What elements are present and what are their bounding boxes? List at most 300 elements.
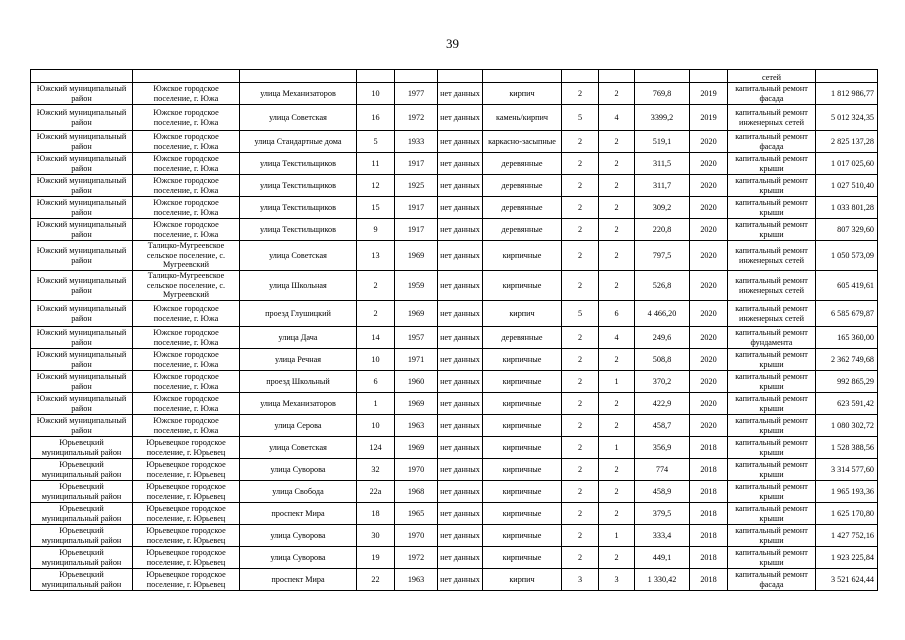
year-built-cell: 1972 xyxy=(395,547,438,569)
floors-cell: 2 xyxy=(562,131,599,153)
entrances-cell: 2 xyxy=(599,547,635,569)
table-cell xyxy=(357,70,395,83)
entrances-cell: 2 xyxy=(599,197,635,219)
work-type-cell: капитальный ремонт крыши xyxy=(728,459,816,481)
settlement-cell: Талицко-Мугреевское сельское поселение, с. Мугреевский xyxy=(133,241,240,271)
work-type-cell: капитальный ремонт фасада xyxy=(728,83,816,105)
cost-cell: 1 965 193,36 xyxy=(816,481,878,503)
cost-cell: 623 591,42 xyxy=(816,393,878,415)
cost-cell: 1 427 752,16 xyxy=(816,525,878,547)
street-cell: улица Серова xyxy=(240,415,357,437)
settlement-cell: Юрьевецкое городское поселение, г. Юрьевец xyxy=(133,503,240,525)
repair-year-cell: нет данных xyxy=(438,525,483,547)
year-built-cell: 1963 xyxy=(395,415,438,437)
floors-cell: 5 xyxy=(562,105,599,131)
table-row-continued xyxy=(31,70,878,83)
street-cell: проезд Школьный xyxy=(240,371,357,393)
table-cell xyxy=(690,70,728,83)
floors-cell: 2 xyxy=(562,175,599,197)
year-built-cell: 1969 xyxy=(395,301,438,327)
table-row xyxy=(31,301,878,327)
street-cell: проезд Глушицкий xyxy=(240,301,357,327)
year-built-cell: 1933 xyxy=(395,131,438,153)
street-cell: улица Свобода xyxy=(240,481,357,503)
district-cell: Южский муниципальный район xyxy=(31,393,133,415)
house-number-cell: 9 xyxy=(357,219,395,241)
house-number-cell: 14 xyxy=(357,327,395,349)
plan-year-cell: 2020 xyxy=(690,371,728,393)
house-number-cell: 6 xyxy=(357,371,395,393)
year-built-cell: 1925 xyxy=(395,175,438,197)
year-built-cell: 1917 xyxy=(395,219,438,241)
plan-year-cell: 2020 xyxy=(690,219,728,241)
repair-year-cell: нет данных xyxy=(438,503,483,525)
plan-year-cell: 2020 xyxy=(690,271,728,301)
cost-cell: 1 812 986,77 xyxy=(816,83,878,105)
wall-material-cell: кирпичные xyxy=(483,271,562,301)
floors-cell: 2 xyxy=(562,481,599,503)
repair-year-cell: нет данных xyxy=(438,415,483,437)
wall-material-cell: кирпичные xyxy=(483,481,562,503)
table-row xyxy=(31,459,878,481)
wall-material-cell: кирпичные xyxy=(483,525,562,547)
district-cell: Южский муниципальный район xyxy=(31,241,133,271)
work-type-cell: капитальный ремонт крыши xyxy=(728,437,816,459)
wall-material-cell: деревянные xyxy=(483,327,562,349)
district-cell: Южский муниципальный район xyxy=(31,197,133,219)
plan-year-cell: 2018 xyxy=(690,525,728,547)
page-number: 39 xyxy=(446,36,459,51)
district-cell: Южский муниципальный район xyxy=(31,175,133,197)
repair-year-cell: нет данных xyxy=(438,175,483,197)
district-cell: Южский муниципальный район xyxy=(31,327,133,349)
table-row xyxy=(31,153,878,175)
settlement-cell: Южское городское поселение, г. Южа xyxy=(133,415,240,437)
district-cell: Юрьевецкий муниципальный район xyxy=(31,481,133,503)
cost-cell: 6 585 679,87 xyxy=(816,301,878,327)
settlement-cell: Южское городское поселение, г. Южа xyxy=(133,393,240,415)
entrances-cell: 2 xyxy=(599,349,635,371)
table-row xyxy=(31,569,878,591)
district-cell: Южский муниципальный район xyxy=(31,301,133,327)
table-row xyxy=(31,241,878,271)
street-cell: улица Механизаторов xyxy=(240,83,357,105)
street-cell: улица Механизаторов xyxy=(240,393,357,415)
year-built-cell: 1965 xyxy=(395,503,438,525)
year-built-cell: 1917 xyxy=(395,153,438,175)
table-row xyxy=(31,393,878,415)
year-built-cell: 1963 xyxy=(395,569,438,591)
floors-cell: 2 xyxy=(562,241,599,271)
plan-year-cell: 2018 xyxy=(690,459,728,481)
repair-year-cell: нет данных xyxy=(438,327,483,349)
cost-cell: 3 314 577,60 xyxy=(816,459,878,481)
settlement-cell: Южское городское поселение, г. Южа xyxy=(133,371,240,393)
table-row xyxy=(31,327,878,349)
district-cell: Южский муниципальный район xyxy=(31,219,133,241)
repair-year-cell: нет данных xyxy=(438,459,483,481)
work-type-cell: капитальный ремонт инженерных сетей xyxy=(728,241,816,271)
house-number-cell: 30 xyxy=(357,525,395,547)
area-cell: 311,5 xyxy=(635,153,690,175)
year-built-cell: 1969 xyxy=(395,241,438,271)
entrances-cell: 1 xyxy=(599,437,635,459)
table-row xyxy=(31,197,878,219)
house-number-cell: 19 xyxy=(357,547,395,569)
wall-material-cell: деревянные xyxy=(483,175,562,197)
repair-year-cell: нет данных xyxy=(438,197,483,219)
plan-year-cell: 2020 xyxy=(690,349,728,371)
year-built-cell: 1960 xyxy=(395,371,438,393)
cost-cell: 807 329,60 xyxy=(816,219,878,241)
settlement-cell: Южское городское поселение, г. Южа xyxy=(133,153,240,175)
wall-material-cell: деревянные xyxy=(483,153,562,175)
year-built-cell: 1957 xyxy=(395,327,438,349)
wall-material-cell: кирпичные xyxy=(483,415,562,437)
repair-year-cell: нет данных xyxy=(438,301,483,327)
cost-cell: 5 012 324,35 xyxy=(816,105,878,131)
district-cell: Южский муниципальный район xyxy=(31,83,133,105)
table-row xyxy=(31,175,878,197)
district-cell: Южский муниципальный район xyxy=(31,131,133,153)
plan-year-cell: 2018 xyxy=(690,503,728,525)
plan-year-cell: 2019 xyxy=(690,105,728,131)
street-cell: проспект Мира xyxy=(240,569,357,591)
street-cell: улица Суворова xyxy=(240,459,357,481)
table-cell xyxy=(816,70,878,83)
work-type-cell: капитальный ремонт крыши xyxy=(728,481,816,503)
floors-cell: 2 xyxy=(562,371,599,393)
floors-cell: 2 xyxy=(562,393,599,415)
house-number-cell: 2 xyxy=(357,301,395,327)
floors-cell: 2 xyxy=(562,503,599,525)
house-number-cell: 18 xyxy=(357,503,395,525)
settlement-cell: Юрьевецкое городское поселение, г. Юрьевец xyxy=(133,437,240,459)
street-cell: улица Советская xyxy=(240,105,357,131)
street-cell: улица Текстильщиков xyxy=(240,197,357,219)
work-type-cell: капитальный ремонт крыши xyxy=(728,197,816,219)
cost-cell: 1 528 388,56 xyxy=(816,437,878,459)
area-cell: 1 330,42 xyxy=(635,569,690,591)
cost-cell: 1 625 170,80 xyxy=(816,503,878,525)
floors-cell: 2 xyxy=(562,219,599,241)
cost-cell: 992 865,29 xyxy=(816,371,878,393)
year-built-cell: 1917 xyxy=(395,197,438,219)
repair-program-table xyxy=(30,69,878,591)
repair-year-cell: нет данных xyxy=(438,393,483,415)
table-cell xyxy=(395,70,438,83)
floors-cell: 2 xyxy=(562,459,599,481)
work-type-cell: капитальный ремонт фундамента xyxy=(728,327,816,349)
entrances-cell: 1 xyxy=(599,525,635,547)
entrances-cell: 2 xyxy=(599,481,635,503)
cost-cell: 3 521 624,44 xyxy=(816,569,878,591)
year-built-cell: 1959 xyxy=(395,271,438,301)
settlement-cell: Южское городское поселение, г. Южа xyxy=(133,327,240,349)
area-cell: 458,7 xyxy=(635,415,690,437)
plan-year-cell: 2020 xyxy=(690,175,728,197)
table-row xyxy=(31,525,878,547)
wall-material-cell: каркасно-засыпные xyxy=(483,131,562,153)
work-type-cell: капитальный ремонт крыши xyxy=(728,503,816,525)
wall-material-cell: кирпичные xyxy=(483,393,562,415)
house-number-cell: 13 xyxy=(357,241,395,271)
table-row xyxy=(31,415,878,437)
settlement-cell: Юрьевецкое городское поселение, г. Юрьевец xyxy=(133,525,240,547)
settlement-cell: Южское городское поселение, г. Южа xyxy=(133,83,240,105)
floors-cell: 2 xyxy=(562,271,599,301)
repair-year-cell: нет данных xyxy=(438,349,483,371)
house-number-cell: 32 xyxy=(357,459,395,481)
district-cell: Южский муниципальный район xyxy=(31,271,133,301)
plan-year-cell: 2018 xyxy=(690,569,728,591)
settlement-cell: Южское городское поселение, г. Южа xyxy=(133,175,240,197)
table-row xyxy=(31,371,878,393)
repair-year-cell: нет данных xyxy=(438,371,483,393)
year-built-cell: 1968 xyxy=(395,481,438,503)
table-row xyxy=(31,481,878,503)
street-cell: улица Советская xyxy=(240,437,357,459)
repair-year-cell: нет данных xyxy=(438,83,483,105)
wall-material-cell: кирпич xyxy=(483,569,562,591)
entrances-cell: 2 xyxy=(599,393,635,415)
plan-year-cell: 2020 xyxy=(690,153,728,175)
cost-cell: 1 080 302,72 xyxy=(816,415,878,437)
settlement-cell: Южское городское поселение, г. Южа xyxy=(133,349,240,371)
plan-year-cell: 2020 xyxy=(690,131,728,153)
settlement-cell: Южское городское поселение, г. Южа xyxy=(133,131,240,153)
settlement-cell: Юрьевецкое городское поселение, г. Юрьевец xyxy=(133,569,240,591)
plan-year-cell: 2020 xyxy=(690,197,728,219)
cost-cell: 2 825 137,28 xyxy=(816,131,878,153)
cost-cell: 1 027 510,40 xyxy=(816,175,878,197)
plan-year-cell: 2018 xyxy=(690,547,728,569)
house-number-cell: 10 xyxy=(357,83,395,105)
district-cell: Юрьевецкий муниципальный район xyxy=(31,569,133,591)
street-cell: улица Речная xyxy=(240,349,357,371)
settlement-cell: Южское городское поселение, г. Южа xyxy=(133,219,240,241)
floors-cell: 2 xyxy=(562,153,599,175)
cost-cell: 605 419,61 xyxy=(816,271,878,301)
wall-material-cell: кирпичные xyxy=(483,547,562,569)
house-number-cell: 22 xyxy=(357,569,395,591)
floors-cell: 2 xyxy=(562,547,599,569)
district-cell: Юрьевецкий муниципальный район xyxy=(31,437,133,459)
entrances-cell: 2 xyxy=(599,459,635,481)
work-type-cell: капитальный ремонт фасада xyxy=(728,131,816,153)
floors-cell: 3 xyxy=(562,569,599,591)
table-row xyxy=(31,437,878,459)
settlement-cell: Юрьевецкое городское поселение, г. Юрьевец xyxy=(133,459,240,481)
table-row xyxy=(31,547,878,569)
entrances-cell: 2 xyxy=(599,153,635,175)
table-cell: сетей xyxy=(728,70,816,83)
table-cell xyxy=(483,70,562,83)
district-cell: Юрьевецкий муниципальный район xyxy=(31,525,133,547)
table-cell xyxy=(133,70,240,83)
district-cell: Юрьевецкий муниципальный район xyxy=(31,547,133,569)
settlement-cell: Талицко-Мугреевское сельское поселение, с. Мугреевский xyxy=(133,271,240,301)
area-cell: 774 xyxy=(635,459,690,481)
area-cell: 4 466,20 xyxy=(635,301,690,327)
wall-material-cell: кирпич xyxy=(483,301,562,327)
table-cell xyxy=(31,70,133,83)
wall-material-cell: кирпич xyxy=(483,83,562,105)
wall-material-cell: кирпичные xyxy=(483,241,562,271)
wall-material-cell: кирпичные xyxy=(483,503,562,525)
work-type-cell: капитальный ремонт крыши xyxy=(728,371,816,393)
district-cell: Южский муниципальный район xyxy=(31,371,133,393)
work-type-cell: капитальный ремонт крыши xyxy=(728,153,816,175)
district-cell: Южский муниципальный район xyxy=(31,105,133,131)
cost-cell: 1 050 573,09 xyxy=(816,241,878,271)
year-built-cell: 1969 xyxy=(395,437,438,459)
repair-year-cell: нет данных xyxy=(438,241,483,271)
table-cell xyxy=(599,70,635,83)
entrances-cell: 4 xyxy=(599,105,635,131)
entrances-cell: 2 xyxy=(599,503,635,525)
settlement-cell: Юрьевецкое городское поселение, г. Юрьевец xyxy=(133,481,240,503)
wall-material-cell: кирпичные xyxy=(483,349,562,371)
house-number-cell: 10 xyxy=(357,349,395,371)
floors-cell: 5 xyxy=(562,301,599,327)
house-number-cell: 1 xyxy=(357,393,395,415)
district-cell: Юрьевецкий муниципальный район xyxy=(31,459,133,481)
work-type-cell: капитальный ремонт крыши xyxy=(728,349,816,371)
entrances-cell: 2 xyxy=(599,131,635,153)
floors-cell: 2 xyxy=(562,437,599,459)
repair-year-cell: нет данных xyxy=(438,105,483,131)
repair-year-cell: нет данных xyxy=(438,569,483,591)
area-cell: 309,2 xyxy=(635,197,690,219)
street-cell: улица Школьная xyxy=(240,271,357,301)
wall-material-cell: деревянные xyxy=(483,197,562,219)
wall-material-cell: кирпичные xyxy=(483,437,562,459)
house-number-cell: 16 xyxy=(357,105,395,131)
street-cell: проспект Мира xyxy=(240,503,357,525)
area-cell: 3399,2 xyxy=(635,105,690,131)
work-type-cell: капитальный ремонт крыши xyxy=(728,415,816,437)
entrances-cell: 2 xyxy=(599,415,635,437)
repair-year-cell: нет данных xyxy=(438,131,483,153)
plan-year-cell: 2020 xyxy=(690,327,728,349)
area-cell: 508,8 xyxy=(635,349,690,371)
house-number-cell: 124 xyxy=(357,437,395,459)
repair-year-cell: нет данных xyxy=(438,271,483,301)
table-row xyxy=(31,349,878,371)
house-number-cell: 22а xyxy=(357,481,395,503)
house-number-cell: 12 xyxy=(357,175,395,197)
house-number-cell: 10 xyxy=(357,415,395,437)
entrances-cell: 2 xyxy=(599,175,635,197)
table-cell xyxy=(562,70,599,83)
cost-cell: 165 360,00 xyxy=(816,327,878,349)
area-cell: 333,4 xyxy=(635,525,690,547)
year-built-cell: 1970 xyxy=(395,525,438,547)
plan-year-cell: 2020 xyxy=(690,241,728,271)
repair-year-cell: нет данных xyxy=(438,437,483,459)
wall-material-cell: кирпичные xyxy=(483,459,562,481)
floors-cell: 2 xyxy=(562,525,599,547)
settlement-cell: Южское городское поселение, г. Южа xyxy=(133,197,240,219)
street-cell: улица Суворова xyxy=(240,525,357,547)
district-cell: Южский муниципальный район xyxy=(31,415,133,437)
cost-cell: 1 017 025,60 xyxy=(816,153,878,175)
table-row xyxy=(31,83,878,105)
work-type-cell: капитальный ремонт фасада xyxy=(728,569,816,591)
work-type-cell: капитальный ремонт крыши xyxy=(728,175,816,197)
work-type-cell: капитальный ремонт крыши xyxy=(728,219,816,241)
area-cell: 370,2 xyxy=(635,371,690,393)
plan-year-cell: 2020 xyxy=(690,415,728,437)
year-built-cell: 1971 xyxy=(395,349,438,371)
work-type-cell: капитальный ремонт инженерных сетей xyxy=(728,271,816,301)
plan-year-cell: 2018 xyxy=(690,437,728,459)
area-cell: 769,8 xyxy=(635,83,690,105)
plan-year-cell: 2019 xyxy=(690,83,728,105)
entrances-cell: 2 xyxy=(599,271,635,301)
settlement-cell: Южское городское поселение, г. Южа xyxy=(133,301,240,327)
work-type-cell: капитальный ремонт крыши xyxy=(728,525,816,547)
year-built-cell: 1977 xyxy=(395,83,438,105)
house-number-cell: 2 xyxy=(357,271,395,301)
settlement-cell: Южское городское поселение, г. Южа xyxy=(133,105,240,131)
plan-year-cell: 2020 xyxy=(690,301,728,327)
street-cell: улица Советская xyxy=(240,241,357,271)
repair-year-cell: нет данных xyxy=(438,153,483,175)
repair-year-cell: нет данных xyxy=(438,547,483,569)
area-cell: 356,9 xyxy=(635,437,690,459)
house-number-cell: 15 xyxy=(357,197,395,219)
plan-year-cell: 2020 xyxy=(690,393,728,415)
table-cell xyxy=(240,70,357,83)
area-cell: 526,8 xyxy=(635,271,690,301)
street-cell: улица Дача xyxy=(240,327,357,349)
floors-cell: 2 xyxy=(562,415,599,437)
work-type-cell: капитальный ремонт крыши xyxy=(728,547,816,569)
house-number-cell: 11 xyxy=(357,153,395,175)
area-cell: 311,7 xyxy=(635,175,690,197)
area-cell: 379,5 xyxy=(635,503,690,525)
area-cell: 220,8 xyxy=(635,219,690,241)
floors-cell: 2 xyxy=(562,327,599,349)
table-cell xyxy=(438,70,483,83)
area-cell: 449,1 xyxy=(635,547,690,569)
work-type-cell: капитальный ремонт инженерных сетей xyxy=(728,105,816,131)
area-cell: 519,1 xyxy=(635,131,690,153)
cost-cell: 1 923 225,84 xyxy=(816,547,878,569)
plan-year-cell: 2018 xyxy=(690,481,728,503)
year-built-cell: 1969 xyxy=(395,393,438,415)
street-cell: улица Текстильщиков xyxy=(240,219,357,241)
street-cell: улица Текстильщиков xyxy=(240,153,357,175)
table-row xyxy=(31,131,878,153)
repair-year-cell: нет данных xyxy=(438,481,483,503)
table-row xyxy=(31,105,878,131)
entrances-cell: 2 xyxy=(599,219,635,241)
table-row xyxy=(31,503,878,525)
repair-year-cell: нет данных xyxy=(438,219,483,241)
wall-material-cell: камень/кирпич xyxy=(483,105,562,131)
entrances-cell: 6 xyxy=(599,301,635,327)
floors-cell: 2 xyxy=(562,197,599,219)
area-cell: 422,9 xyxy=(635,393,690,415)
street-cell: улица Суворова xyxy=(240,547,357,569)
settlement-cell: Юрьевецкое городское поселение, г. Юрьевец xyxy=(133,547,240,569)
house-number-cell: 5 xyxy=(357,131,395,153)
entrances-cell: 4 xyxy=(599,327,635,349)
entrances-cell: 2 xyxy=(599,83,635,105)
